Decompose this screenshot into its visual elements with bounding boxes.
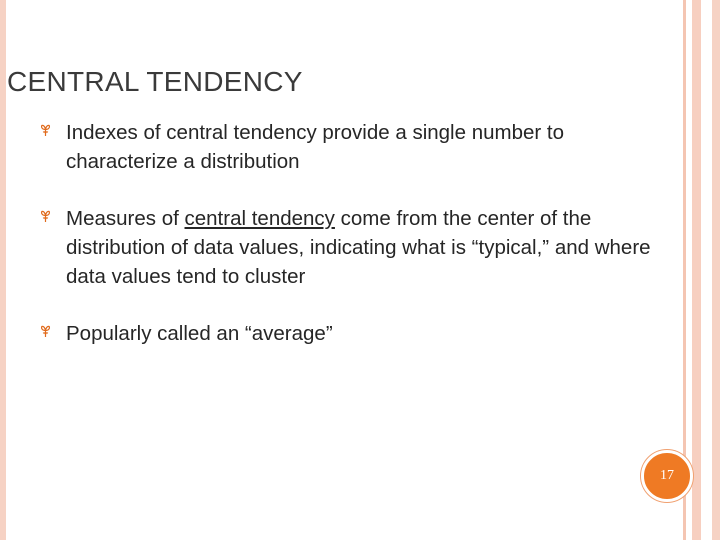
flower-bullet-icon [40, 210, 51, 223]
underlined-term: central tendency [184, 207, 335, 230]
flower-bullet-icon [40, 124, 51, 137]
slide-title: CENTRAL TENDENCY [7, 66, 303, 97]
bullet-item [40, 204, 670, 291]
bullet-item [40, 319, 670, 348]
left-border-band [0, 0, 6, 540]
bullet-text: Popularly called an “average” [66, 322, 333, 345]
bullet-text-after: come from the center of the distribution of data values, indicating what is “typical,” and where data values tend to cluster [66, 207, 651, 288]
bullet-text-before: Measures of [66, 207, 185, 230]
page-number: 17 [660, 468, 674, 483]
right-border-band [712, 0, 720, 540]
page-number-badge [641, 450, 693, 502]
right-border-rule-wide [692, 0, 701, 540]
bullet-text: Indexes of central tendency provide a single number to characterize a distribution [66, 121, 564, 173]
bullet-list [40, 118, 670, 376]
bullet-item [40, 118, 670, 176]
flower-bullet-icon [40, 325, 51, 338]
